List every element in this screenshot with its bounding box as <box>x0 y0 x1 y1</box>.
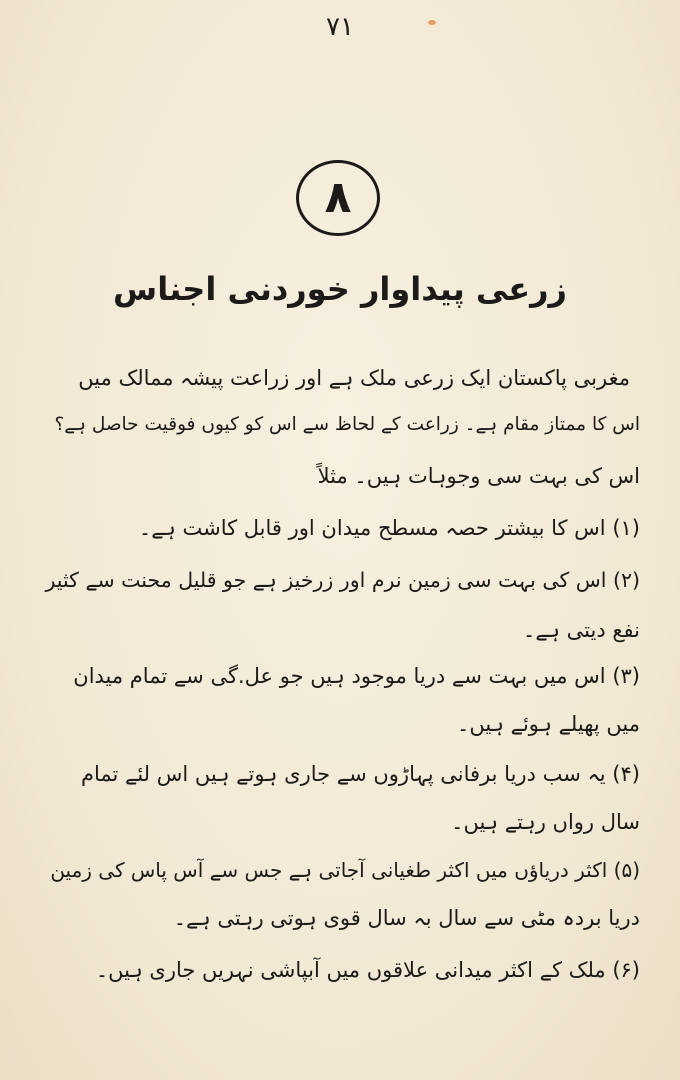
body-line-12: دریا بردہ مٹی سے سال بہ سال قوی ہوتی رہتی ہے۔ <box>173 906 640 930</box>
body-line-9: (۴) یہ سب دریا برفانی پہاڑوں سے جاری ہوتے ہیں اس لئے تمام <box>80 762 640 786</box>
page-number: ۷۱ <box>326 12 354 42</box>
body-line-6: نفع دیتی ہے۔ <box>523 618 640 642</box>
body-line-13: (۶) ملک کے اکثر میدانی علاقوں میں آبپاشی نہریں جاری ہیں۔ <box>95 958 640 982</box>
body-line-7: (۳) اس میں بہت سے دریا موجود ہیں جو عل.گی سے تمام میدان <box>73 664 640 688</box>
body-line-11: (۵) اکثر دریاؤں میں اکثر طغیانی آجاتی ہے جس سے آس پاس کی زمین <box>50 858 640 882</box>
body-line-3: اس کی بہت سی وجوہات ہیں۔ مثلاً <box>317 464 640 488</box>
body-line-5: (۲) اس کی بہت سی زمین نرم اور زرخیز ہے جو قلیل محنت سے کثیر <box>45 568 640 592</box>
body-line-8: میں پھیلے ہوئے ہیں۔ <box>457 712 640 736</box>
body-line-10: سال رواں رہتے ہیں۔ <box>451 810 640 834</box>
body-line-2: اس کا ممتاز مقام ہے۔ زراعت کے لحاظ سے اس کو کیوں فوقیت حاصل ہے؟ <box>54 414 640 435</box>
body-line-1: مغربی پاکستان ایک زرعی ملک ہے اور زراعت پیشہ ممالک میں <box>78 366 630 390</box>
chapter-title: زرعی پیداوار خوردنی اجناس <box>113 270 567 308</box>
chapter-number: ۸ <box>324 172 352 223</box>
body-line-4: (۱) اس کا بیشتر حصہ مسطح میدان اور قابل کاشت ہے۔ <box>138 516 640 540</box>
chapter-number-circle <box>296 160 380 236</box>
